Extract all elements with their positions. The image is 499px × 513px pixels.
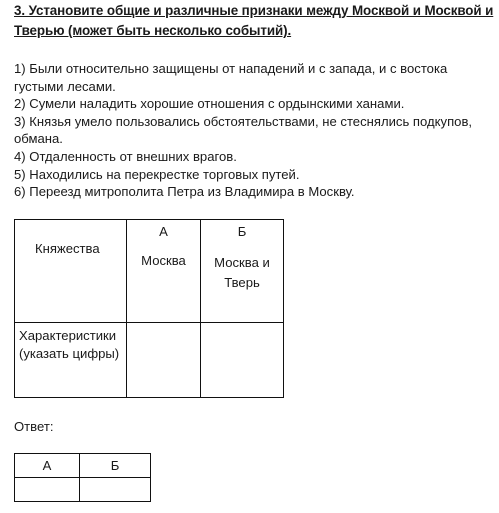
column-a-letter: А — [159, 224, 168, 239]
table-cell-principalities — [15, 220, 127, 323]
list-item: 6) Переезд митрополита Петра из Владимира в Москву. — [14, 184, 355, 200]
answer-label: Ответ: — [14, 419, 54, 434]
answer-input-a[interactable] — [15, 478, 80, 502]
list-item: 2) Сумели наладить хорошие отношения с ордынскими ханами. — [14, 96, 405, 112]
column-b-letter: Б — [237, 224, 247, 239]
table-cell-characteristics — [15, 323, 127, 398]
column-a-name: Москва — [141, 253, 186, 268]
list-item: 1) Были относительно защищены от нападений и с запада, и с востока густыми лесами. — [14, 61, 448, 94]
task-items-list — [14, 60, 496, 201]
list-item: 3) Князья умело пользовались обстоятельствами, не стеснялись подкупов, обмана. — [14, 113, 473, 147]
principalities-table — [14, 219, 284, 398]
table-row — [15, 478, 151, 502]
table-row — [15, 454, 151, 478]
table-row — [15, 220, 284, 323]
answer-header-a: А — [15, 454, 80, 478]
answer-table — [14, 453, 151, 502]
list-item: 5) Находились на перекрестке торговых путей. — [14, 166, 300, 182]
table-cell-answer-b[interactable] — [201, 323, 284, 398]
principalities-label: Княжества — [35, 241, 100, 256]
answer-header-b: Б — [80, 454, 151, 478]
answer-input-b[interactable] — [80, 478, 151, 502]
list-item: 4) Отдаленность от внешних врагов. — [14, 148, 237, 164]
table-cell-column-a — [127, 220, 201, 323]
table-row — [15, 323, 284, 398]
characteristics-label: Характеристики (указать цифры) — [19, 328, 120, 361]
column-b-name: Москва и Тверь — [214, 255, 270, 290]
table-cell-column-b — [201, 220, 284, 323]
task-title: 3. Установите общие и различные признаки между Москвой и Москвой и Тверью (может быть несколько событий). — [14, 3, 494, 38]
table-cell-answer-a[interactable] — [127, 323, 201, 398]
